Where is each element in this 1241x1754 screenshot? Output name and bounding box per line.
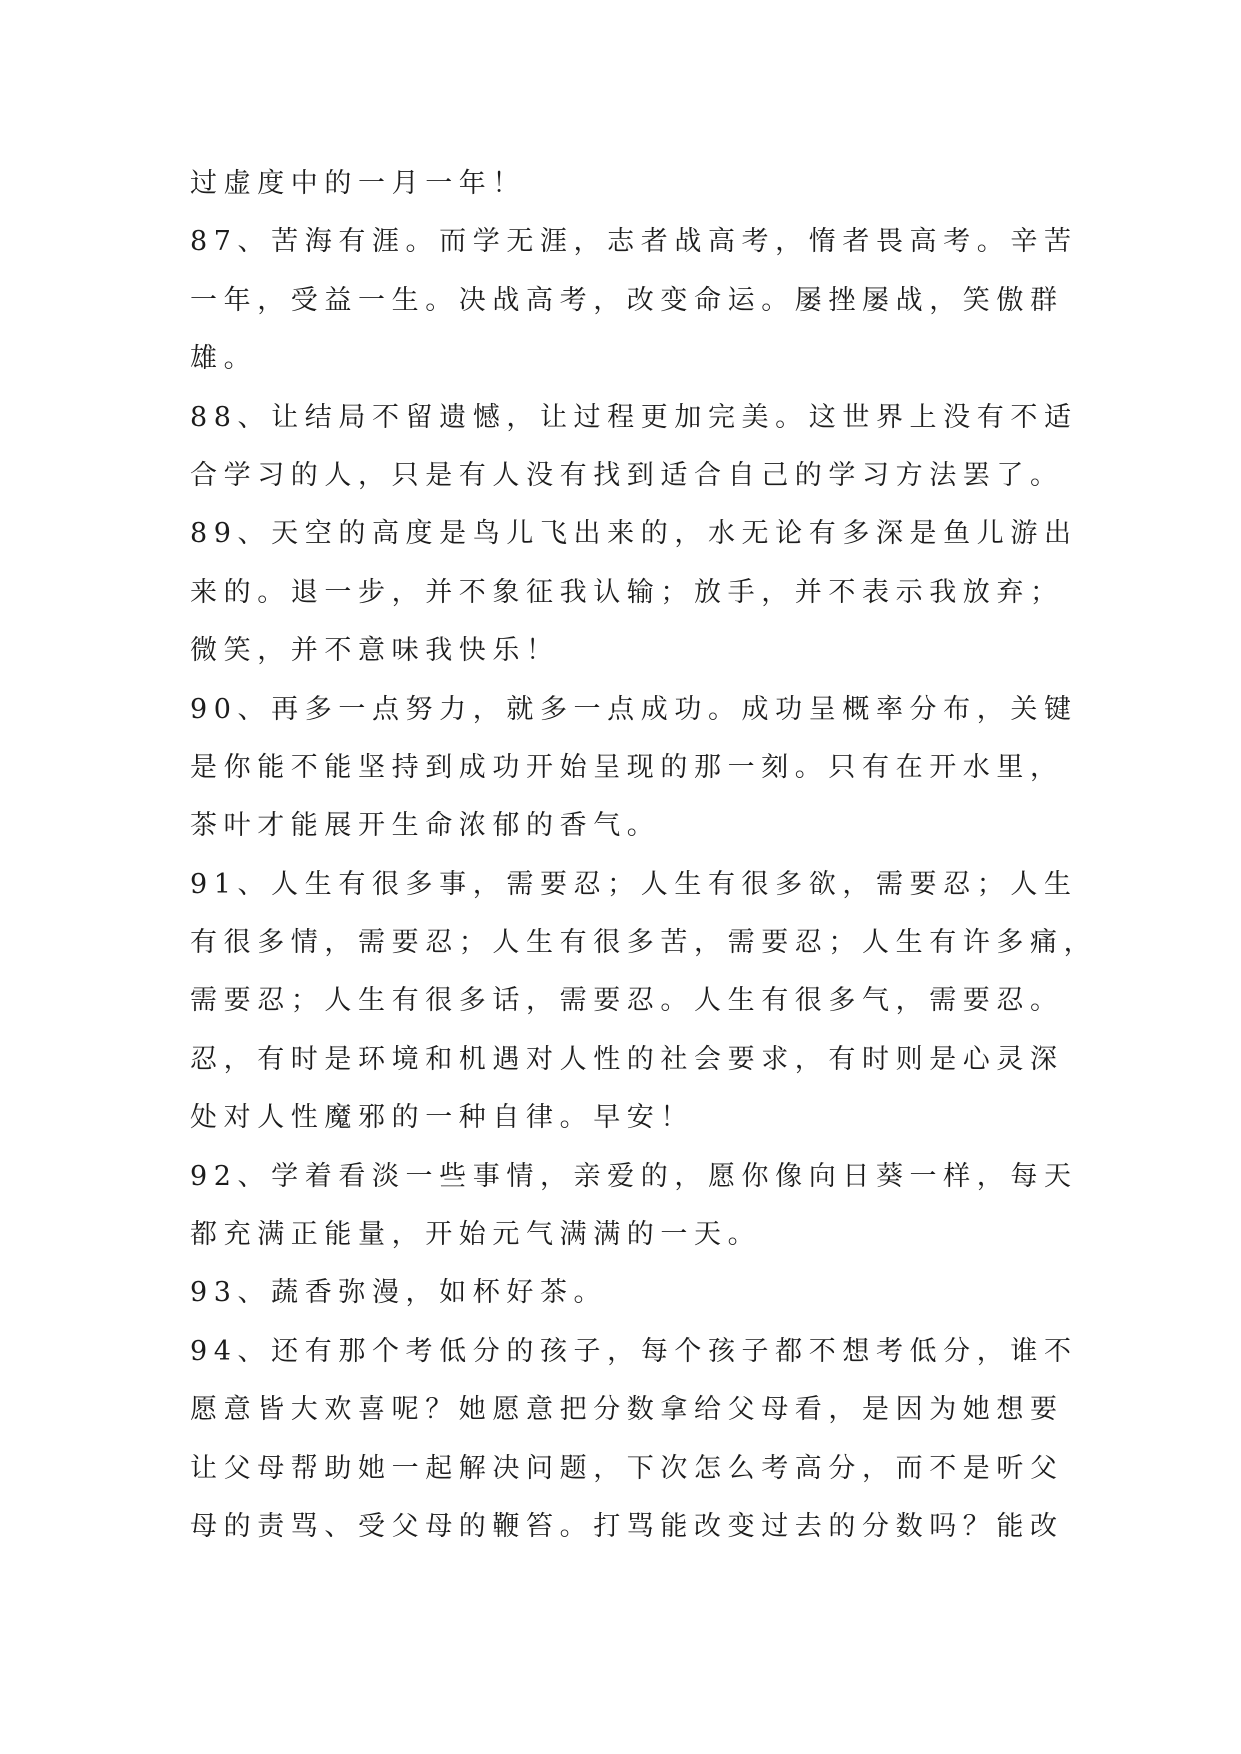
text-line: 处对人性魔邪的一种自律。早安！ — [190, 1102, 694, 1134]
text-line: 过虚度中的一月一年！ — [190, 168, 526, 199]
text-line: 母的责骂、受父母的鞭笞。打骂能改变过去的分数吗？能改 — [190, 1510, 1064, 1542]
body-text — [190, 155, 1150, 1556]
text-line: 茶叶才能展开生命浓郁的香气。 — [190, 810, 661, 842]
text-line: 92、学着看淡一些事情，亲爱的，愿你像向日葵一样，每天 — [190, 1160, 1078, 1192]
text-line: 需要忍；人生有很多话，需要忍。人生有很多气，需要忍。 — [190, 985, 1064, 1017]
text-line: 93、蔬香弥漫，如杯好茶。 — [190, 1277, 608, 1309]
text-line: 合学习的人，只是有人没有找到适合自己的学习方法罢了。 — [190, 459, 1064, 491]
text-line: 来的。退一步，并不象征我认输；放手，并不表示我放弃； — [190, 576, 1064, 608]
text-line: 是你能不能坚持到成功开始呈现的那一刻。只有在开水里， — [190, 751, 1064, 783]
text-line: 愿意皆大欢喜呢？她愿意把分数拿给父母看，是因为她想要 — [190, 1394, 1064, 1426]
text-line: 一年，受益一生。决战高考，改变命运。屡挫屡战，笑傲群 — [190, 284, 1064, 316]
text-line: 微笑，并不意味我快乐！ — [190, 635, 560, 667]
text-line: 91、人生有很多事，需要忍；人生有很多欲，需要忍；人生 — [190, 868, 1078, 900]
text-line: 忍，有时是环境和机遇对人性的社会要求，有时则是心灵深 — [190, 1043, 1064, 1075]
text-line: 90、再多一点努力，就多一点成功。成功呈概率分布，关键 — [190, 693, 1078, 725]
text-line: 让父母帮助她一起解决问题，下次怎么考高分，而不是听父 — [190, 1452, 1064, 1484]
text-line: 94、还有那个考低分的孩子，每个孩子都不想考低分，谁不 — [190, 1335, 1078, 1367]
text-line: 有很多情，需要忍；人生有很多苦，需要忍；人生有许多痛， — [190, 927, 1098, 959]
text-line: 88、让结局不留遗憾，让过程更加完美。这世界上没有不适 — [190, 401, 1078, 433]
text-line: 都充满正能量，开始元气满满的一天。 — [190, 1219, 762, 1251]
text-line: 雄。 — [190, 343, 258, 375]
text-line: 87、苦海有涯。而学无涯，志者战高考，惰者畏高考。辛苦 — [190, 226, 1078, 258]
text-line: 89、天空的高度是鸟儿飞出来的，水无论有多深是鱼儿游出 — [190, 518, 1078, 550]
